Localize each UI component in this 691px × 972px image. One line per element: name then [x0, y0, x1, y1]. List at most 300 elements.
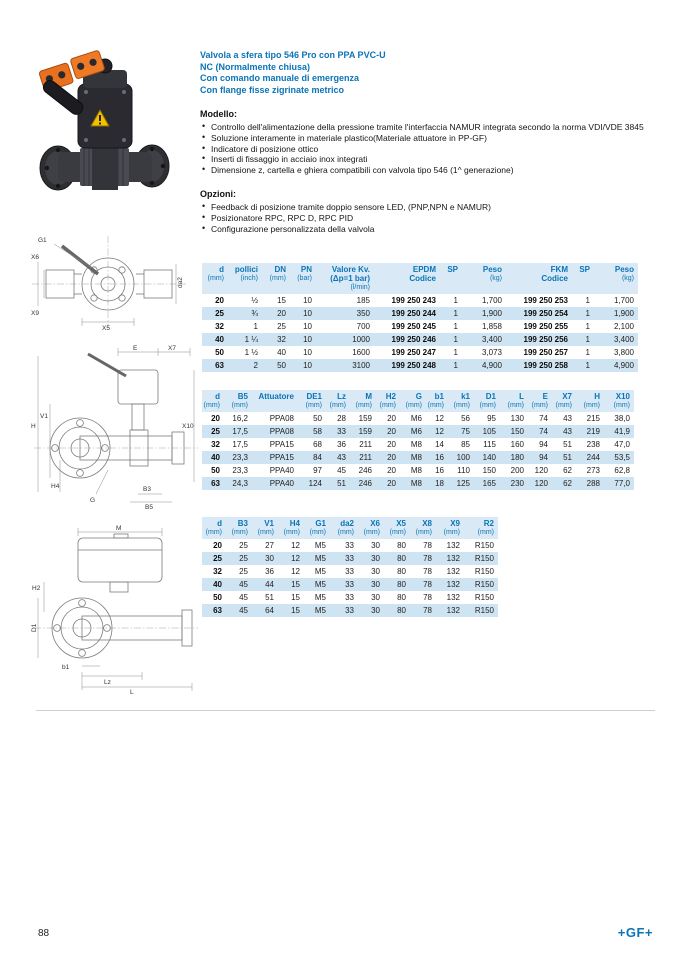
drawing-lines	[34, 348, 198, 502]
column-header: B3 (mm)	[226, 517, 252, 539]
column-header: G (mm)	[400, 390, 426, 412]
table-cell: 16	[426, 451, 448, 464]
table-cell: 77,0	[604, 477, 634, 490]
table-row	[202, 333, 638, 346]
table-cell: M6	[400, 425, 426, 438]
column-header: b1 (mm)	[426, 390, 448, 412]
table-cell: 159	[350, 425, 376, 438]
table-cell: 12	[426, 425, 448, 438]
table-row	[202, 451, 634, 464]
header-block	[200, 50, 648, 234]
page-title	[200, 50, 648, 96]
dim-label-x7: X7	[168, 345, 176, 352]
table-cell: 199 250 247	[391, 348, 436, 357]
column-header: DN (mm)	[262, 263, 290, 294]
table-cell: 33	[345, 567, 354, 576]
opzioni-heading: Opzioni:	[200, 188, 236, 199]
table-cell: 132	[446, 567, 460, 576]
table-cell: 33	[345, 541, 354, 550]
table-cell: M5	[314, 567, 326, 576]
table-cell: 350	[316, 307, 374, 320]
table-cell: 30	[371, 541, 380, 550]
dim-label-lz: Lz	[104, 679, 111, 686]
table-cell: 41,9	[604, 425, 634, 438]
table-row	[202, 464, 634, 477]
column-header: X9 (mm)	[436, 517, 464, 539]
table-cell: 30	[358, 578, 384, 591]
table-cell: 62	[563, 466, 572, 475]
dim-label-h: H	[31, 423, 36, 430]
table-cell: 80	[384, 552, 410, 565]
table-cell: 33	[345, 593, 354, 602]
table-cell: 150	[482, 466, 496, 475]
table-cell: 43	[563, 414, 572, 423]
table-cell: 238	[586, 440, 600, 449]
table-cell: 20	[387, 440, 396, 449]
gf-logo: +GF+	[617, 925, 653, 940]
table-cell: 30	[252, 552, 278, 565]
dim-label-b3: B3	[143, 486, 151, 493]
table-cell: 20	[387, 414, 396, 423]
dim-label-da2: da2	[177, 277, 184, 288]
table-cell: 3100	[316, 359, 374, 372]
table-cell: 132	[436, 604, 464, 617]
table-cell: 20	[376, 477, 400, 490]
table-cell: 18	[426, 477, 448, 490]
dim-label-h2: H2	[32, 585, 41, 592]
table-cell: 40	[202, 451, 224, 464]
table-cell: 120	[534, 466, 548, 475]
table-cell: 25	[277, 322, 286, 331]
column-header: Peso (kg)	[594, 263, 638, 294]
list-item: • Indicatore di posizione ottico	[200, 144, 648, 155]
table-cell: 94	[539, 440, 548, 449]
table-cell: 244	[576, 451, 604, 464]
table-cell: 94	[528, 451, 552, 464]
table-cell: 50	[262, 359, 290, 372]
column-header: da2 (mm)	[330, 517, 358, 539]
table-cell: 10	[303, 348, 312, 357]
dim-label-b1: b1	[62, 664, 70, 671]
table-cell: 1 ½	[244, 348, 258, 357]
table-cell: 125	[448, 477, 474, 490]
table-cell: 51	[552, 451, 576, 464]
table-cell: 12	[435, 414, 444, 423]
table-cell: 32	[213, 567, 222, 576]
dim-label-m: M	[116, 525, 122, 532]
table-row	[202, 320, 638, 333]
table-row	[202, 294, 638, 307]
table-cell: 230	[500, 477, 528, 490]
table-cell: PPA08	[252, 425, 298, 438]
table-cell: PPA15	[252, 451, 298, 464]
table-cell: 20	[376, 425, 400, 438]
table-cell: 78	[410, 552, 436, 565]
list-item: • Feedback di posizione tramite doppio sensore LED, (PNP,NPN e NAMUR)	[200, 202, 648, 213]
technical-drawing-side-view	[30, 524, 202, 694]
dim-label-h4: H4	[51, 483, 60, 490]
table-cell: 3,400	[594, 333, 638, 346]
table-row	[202, 565, 498, 578]
table-cell: 115	[483, 440, 496, 449]
dim-label-x6: X6	[31, 254, 39, 261]
dim-label-x9: X9	[31, 310, 39, 317]
table-cell: 45	[337, 466, 346, 475]
table-cell: 63	[202, 604, 226, 617]
table-cell: 38,0	[614, 414, 630, 423]
table-cell: 1,858	[481, 322, 502, 331]
table-cell: 246	[350, 477, 376, 490]
table-cell: 30	[358, 552, 384, 565]
table-cell: 3,073	[481, 348, 502, 357]
column-header: FKM Codice	[506, 263, 572, 294]
table-cell: 78	[423, 593, 432, 602]
table-cell: 40	[202, 333, 228, 346]
column-header: X10 (mm)	[604, 390, 634, 412]
column-header: H (mm)	[576, 390, 604, 412]
column-header: V1 (mm)	[252, 517, 278, 539]
table-row	[202, 539, 498, 552]
table-cell: 44	[252, 578, 278, 591]
table-cell: 1	[440, 333, 462, 346]
table-cell: 150	[500, 425, 528, 438]
table-cell: 74	[539, 414, 548, 423]
table-cell: 12	[291, 567, 300, 576]
table-cell: 4,900	[594, 359, 638, 372]
table-cell: 1	[453, 296, 458, 305]
table-cell: 130	[510, 414, 524, 423]
table-cell: 4,900	[462, 359, 506, 372]
actuator-dimensions-table	[202, 390, 634, 490]
column-header: H2 (mm)	[376, 390, 400, 412]
column-header: L (mm)	[500, 390, 528, 412]
table-cell: 199 250 245	[391, 322, 436, 331]
table-cell: 124	[298, 477, 326, 490]
table-cell: 50	[211, 466, 220, 475]
table-row	[202, 604, 498, 617]
table-cell: 97	[313, 466, 322, 475]
table-cell: 199 250 258	[506, 359, 572, 372]
dim-label-d1: D1	[31, 623, 38, 632]
header-row	[202, 263, 638, 294]
table-cell: 199 250 248	[374, 359, 440, 372]
table-cell: 43	[326, 451, 350, 464]
product-photo	[34, 44, 176, 222]
table-row	[202, 578, 498, 591]
footer-divider	[36, 710, 655, 711]
table-cell: 50	[213, 593, 222, 602]
dim-label-x10: X10	[182, 423, 194, 430]
table-cell: 1	[253, 322, 258, 331]
table-cell: 20	[215, 296, 224, 305]
column-header: pollici (inch)	[228, 263, 262, 294]
table-cell: 32	[215, 322, 224, 331]
table-cell: 16,2	[232, 414, 248, 423]
table-cell: 63	[202, 359, 228, 372]
table-cell: 80	[397, 541, 406, 550]
table-row	[202, 346, 638, 359]
table-cell: 56	[461, 414, 470, 423]
table-cell: 180	[500, 451, 528, 464]
table-cell: 1 ¼	[228, 333, 262, 346]
table-cell: 3,800	[613, 348, 634, 357]
table-cell: 36	[337, 440, 346, 449]
table-cell: 74	[528, 425, 552, 438]
table-cell: 20	[376, 451, 400, 464]
table-cell: 15	[277, 296, 286, 305]
table-cell: 45	[239, 593, 248, 602]
dim-label-g: G	[90, 497, 96, 504]
table-cell: R150	[474, 567, 494, 576]
table-cell: 43	[552, 425, 576, 438]
dim-label-b5: B5	[145, 504, 153, 510]
table-cell: 68	[313, 440, 322, 449]
table-cell: 64	[252, 604, 278, 617]
table-row	[202, 438, 634, 451]
table-cell: 273	[586, 466, 600, 475]
table-row	[202, 359, 638, 372]
table-cell: 12	[291, 541, 300, 550]
table-cell: 36	[265, 567, 274, 576]
table-cell: R150	[474, 593, 494, 602]
column-header: X7 (mm)	[552, 390, 576, 412]
table-cell: 1	[453, 348, 458, 357]
table-cell: 1,700	[613, 296, 634, 305]
modello-list	[200, 122, 648, 176]
column-header: G1 (mm)	[304, 517, 330, 539]
table-cell: ¾	[228, 307, 262, 320]
table-cell: 50	[313, 414, 322, 423]
drawing-lines	[34, 528, 198, 691]
column-header: X6 (mm)	[358, 517, 384, 539]
dim-label-x5: X5	[102, 325, 110, 332]
column-header: PN (bar)	[290, 263, 316, 294]
table-cell: 24,3	[224, 477, 252, 490]
table-cell: 25	[202, 425, 224, 438]
table-cell: 51	[265, 593, 274, 602]
table-cell: 199 250 256	[506, 333, 572, 346]
table-cell: M5	[314, 593, 326, 602]
table-cell: 1000	[316, 333, 374, 346]
table-cell: 100	[448, 451, 474, 464]
table-cell: M6	[410, 414, 422, 423]
list-item: NC (Normalmente chiusa)	[200, 61, 311, 72]
column-header: Lz (mm)	[326, 390, 350, 412]
page-number: 88	[38, 928, 50, 939]
table-cell: 33	[330, 578, 358, 591]
table-cell: 20	[387, 466, 396, 475]
table-cell: 288	[576, 477, 604, 490]
column-header: R2 (mm)	[464, 517, 498, 539]
table-cell: 62	[552, 477, 576, 490]
table-row	[202, 591, 498, 604]
table-cell: 53,5	[604, 451, 634, 464]
column-header: Attuatore	[252, 390, 298, 412]
table-cell: 10	[303, 322, 312, 331]
table-cell: 12	[278, 552, 304, 565]
column-header: E (mm)	[528, 390, 552, 412]
table-cell: 20	[213, 541, 222, 550]
opzioni-list	[200, 202, 648, 234]
modello-heading: Modello:	[200, 109, 237, 119]
table-cell: 28	[337, 414, 346, 423]
table-cell: 1	[440, 359, 462, 372]
table-cell: 40	[277, 348, 286, 357]
table-cell: M5	[304, 578, 330, 591]
column-header: Peso (kg)	[462, 263, 506, 294]
table-cell: 50	[215, 348, 224, 357]
table-cell: 211	[350, 451, 376, 464]
column-header: X8 (mm)	[410, 517, 436, 539]
table-row	[202, 477, 634, 490]
table-cell: 14	[435, 440, 444, 449]
table-cell: 32	[211, 440, 220, 449]
table-cell: 25	[226, 552, 252, 565]
table-cell: 78	[410, 578, 436, 591]
table-cell: 1	[585, 322, 590, 331]
table-cell: M5	[314, 541, 326, 550]
header-row	[202, 517, 498, 539]
table-cell: 165	[474, 477, 500, 490]
list-item: Con comando manuale di emergenza	[200, 73, 360, 83]
table-cell: PPA08	[269, 414, 294, 423]
column-header: d (mm)	[202, 517, 226, 539]
table-cell: 10	[290, 333, 316, 346]
table-cell: 51	[563, 440, 572, 449]
list-item: Valvola a sfera tipo 546 Pro con PPA PVC-U	[200, 50, 386, 60]
table-cell: 17,5	[232, 440, 248, 449]
dim-label-g1: G1	[38, 237, 47, 244]
dim-label-v1: V1	[40, 413, 48, 420]
table-cell: 1,700	[481, 296, 502, 305]
table-cell: 15	[291, 593, 300, 602]
table-cell: 1,900	[462, 307, 506, 320]
table-cell: 84	[298, 451, 326, 464]
table-cell: 10	[290, 307, 316, 320]
table-cell: PPA15	[269, 440, 294, 449]
table-cell: 63	[202, 477, 224, 490]
column-header: X5 (mm)	[384, 517, 410, 539]
table-cell: 120	[528, 477, 552, 490]
table-row	[202, 412, 634, 425]
table-row	[202, 552, 498, 565]
table-cell: 25	[202, 552, 226, 565]
table-cell: 211	[359, 440, 372, 449]
list-item: • Configurazione personalizzata della valvola	[200, 224, 648, 235]
table-cell: 17,5	[224, 425, 252, 438]
valve-body	[40, 142, 169, 190]
table-cell: 199 250 255	[523, 322, 568, 331]
table-cell: 15	[278, 578, 304, 591]
table-cell: 105	[474, 425, 500, 438]
table-cell: 20	[262, 307, 290, 320]
table-cell: 199 250 254	[506, 307, 572, 320]
table-cell: PPA40	[252, 477, 298, 490]
table-cell: 30	[371, 567, 380, 576]
table-cell: 199 250 244	[374, 307, 440, 320]
column-header: EPDM Codice	[374, 263, 440, 294]
table-cell: 132	[436, 578, 464, 591]
column-header: SP	[572, 263, 594, 294]
column-header: D1 (mm)	[474, 390, 500, 412]
table-cell: 1	[440, 307, 462, 320]
table-cell: 23,3	[232, 466, 248, 475]
table-cell: 78	[423, 567, 432, 576]
table-cell: 40	[202, 578, 226, 591]
table-cell: 33	[330, 604, 358, 617]
table-cell: 45	[226, 604, 252, 617]
table-cell: 58	[298, 425, 326, 438]
table-cell: R150	[464, 552, 498, 565]
table-cell: 10	[303, 296, 312, 305]
table-cell: 15	[278, 604, 304, 617]
table-cell: 80	[384, 578, 410, 591]
table-cell: 25	[239, 541, 248, 550]
column-header: M (mm)	[350, 390, 376, 412]
table-cell: M8	[410, 440, 422, 449]
table-cell: 185	[356, 296, 370, 305]
table-cell: 78	[410, 604, 436, 617]
dim-label-e: E	[133, 345, 138, 352]
table-cell: M8	[400, 477, 426, 490]
table-cell: 80	[397, 567, 406, 576]
table-cell: 78	[423, 541, 432, 550]
table-cell: 75	[448, 425, 474, 438]
table-cell: 30	[371, 593, 380, 602]
table-cell: 199 250 246	[374, 333, 440, 346]
table-cell: 160	[510, 440, 524, 449]
table-cell: 80	[397, 593, 406, 602]
column-header: DE1 (mm)	[298, 390, 326, 412]
table-cell: R150	[474, 541, 494, 550]
table-cell: 132	[446, 541, 460, 550]
table-cell: 159	[358, 414, 372, 423]
table-cell: 1	[572, 307, 594, 320]
table-cell: R150	[464, 604, 498, 617]
table-cell: 51	[326, 477, 350, 490]
table-cell: 23,3	[224, 451, 252, 464]
table-cell: 1	[572, 359, 594, 372]
table-cell: 199 250 253	[523, 296, 568, 305]
table-cell: 1600	[352, 348, 370, 357]
column-header: d (mm)	[202, 263, 228, 294]
table-cell: 199 250 257	[523, 348, 568, 357]
table-cell: 1	[585, 296, 590, 305]
column-header: Valore Kv. (Δp=1 bar) (l/min)	[316, 263, 374, 294]
table-cell: M5	[304, 552, 330, 565]
mounting-dimensions-table	[202, 517, 498, 617]
table-cell: 110	[457, 466, 470, 475]
table-cell: M8	[400, 451, 426, 464]
column-header: d (mm)	[202, 390, 224, 412]
header-row	[202, 390, 634, 412]
table-cell: M5	[304, 604, 330, 617]
table-cell: 32	[262, 333, 290, 346]
table-cell: 25	[202, 307, 228, 320]
table-cell: 20	[211, 414, 220, 423]
column-header: SP	[440, 263, 462, 294]
table-cell: PPA40	[269, 466, 294, 475]
list-item: • Controllo dell'alimentazione della pressione tramite l'interfaccia NAMUR integrata secondo la norma VDI/VDE 3845	[200, 122, 648, 133]
table-cell: 1	[453, 322, 458, 331]
drawing-lines	[32, 236, 186, 328]
table-cell: 30	[358, 604, 384, 617]
table-cell: 246	[358, 466, 372, 475]
table-cell: 200	[510, 466, 524, 475]
table-cell: 3,400	[462, 333, 506, 346]
table-cell: 199 250 243	[391, 296, 436, 305]
table-cell: 85	[461, 440, 470, 449]
